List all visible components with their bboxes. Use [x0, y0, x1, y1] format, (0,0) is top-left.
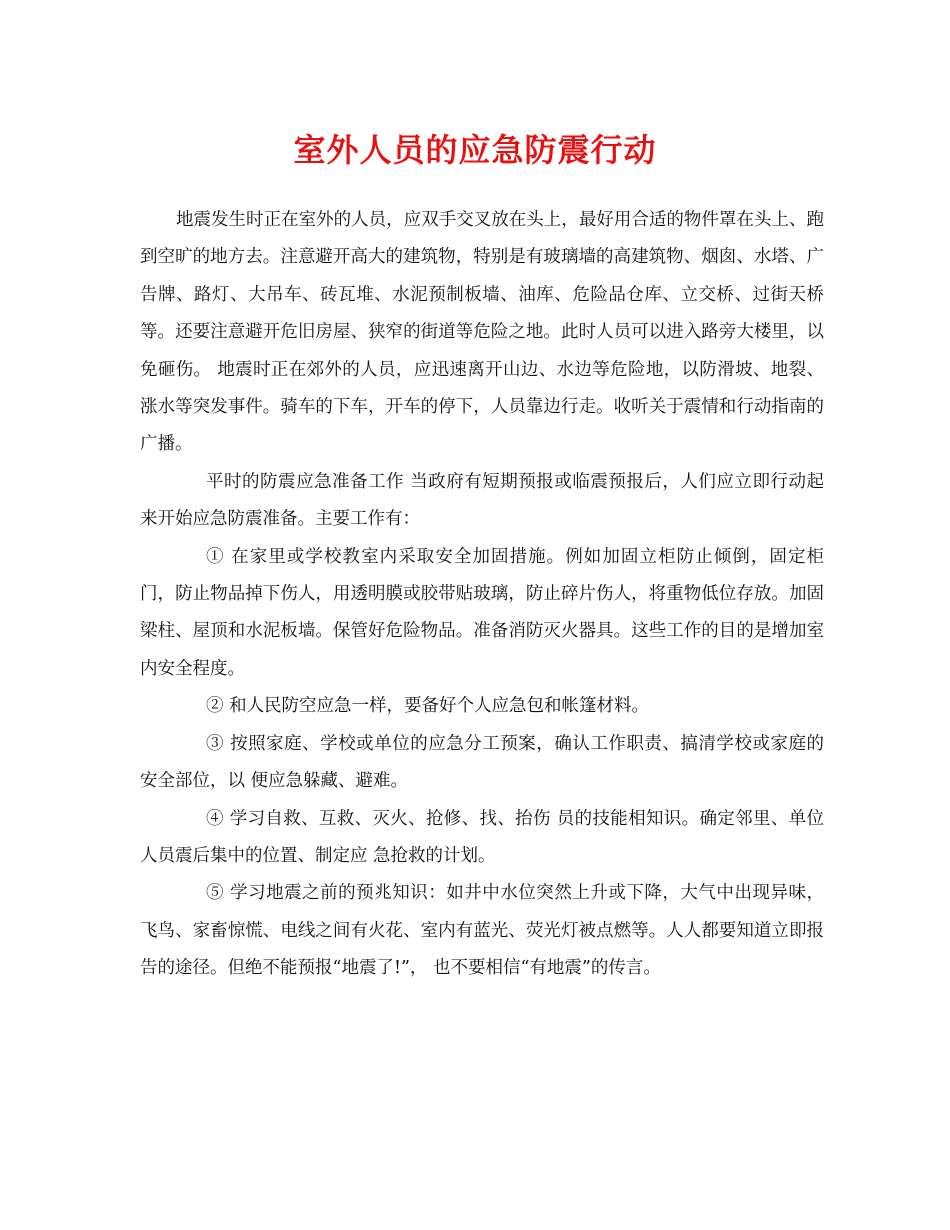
paragraph-outdoor-response: 地震发生时正在室外的人员，应双手交叉放在头上，最好用合适的物件罩在头上、跑到空旷的地方去。注意避开高大的建筑物，特别是有玻璃墙的高建筑物、烟囱、水塔、广告牌、路灯、大吊车、砖瓦堆、水泥预制板墙、油库、危险品仓库、立交桥、过街天桥等。还要注意避开危旧房屋、狭窄的街道等危险之地。此时人员可以进入路旁大楼里，以免砸伤。 地震时正在郊外的人员，应迅速离开山边、水边等危险地，以防滑坡、地裂、涨水等突发事件。骑车的下车，开车的停下，人员靠边行走。收听关于震情和行动指南的广播。 — [140, 210, 824, 455]
document-body — [140, 202, 824, 988]
list-item-precursor-signs: ⑤ 学习地震之前的预兆知识：如井中水位突然上升或下降，大气中出现异味，飞鸟、家畜惊慌、电线之间有火花、室内有蓝光、荧光灯被点燃等。人人都要知道立即报告的途径。但绝不能预报“地震了!”， 也不要相信“有地震”的传言。 — [140, 883, 824, 979]
list-item-reinforcement: ① 在家里或学校教室内采取安全加固措施。例如加固立柜防止倾倒，固定柜门，防止物品掉下伤人，用透明膜或胶带贴玻璃，防止碎片伤人，将重物低位存放。加固梁柱、屋顶和水泥板墙。保管好危险物品。准备消防灭火器具。这些工作的目的是增加室内安全程度。 — [140, 546, 824, 679]
document-title: 室外人员的应急防震行动 — [293, 131, 657, 169]
paragraph-preparation-intro: 平时的防震应急准备工作 当政府有短期预报或临震预报后，人们应立即行动起来开始应急防震准备。主要工作有： — [140, 471, 824, 530]
list-item-rescue-skills: ④ 学习自救、互救、灭火、抢修、找、抬伤 员的技能相知识。确定邻里、单位人员震后集中的位置、制定应 急抢救的计划。 — [140, 808, 824, 866]
list-item-emergency-kit: ② 和人民防空应急一样，要备好个人应急包和帐篷材料。 — [206, 696, 650, 717]
list-item-safe-locations: ③ 按照家庭、学校或单位的应急分工预案，确认工作职责、搞清学校或家庭的安全部位，以 便应急躲藏、避难。 — [140, 733, 824, 792]
